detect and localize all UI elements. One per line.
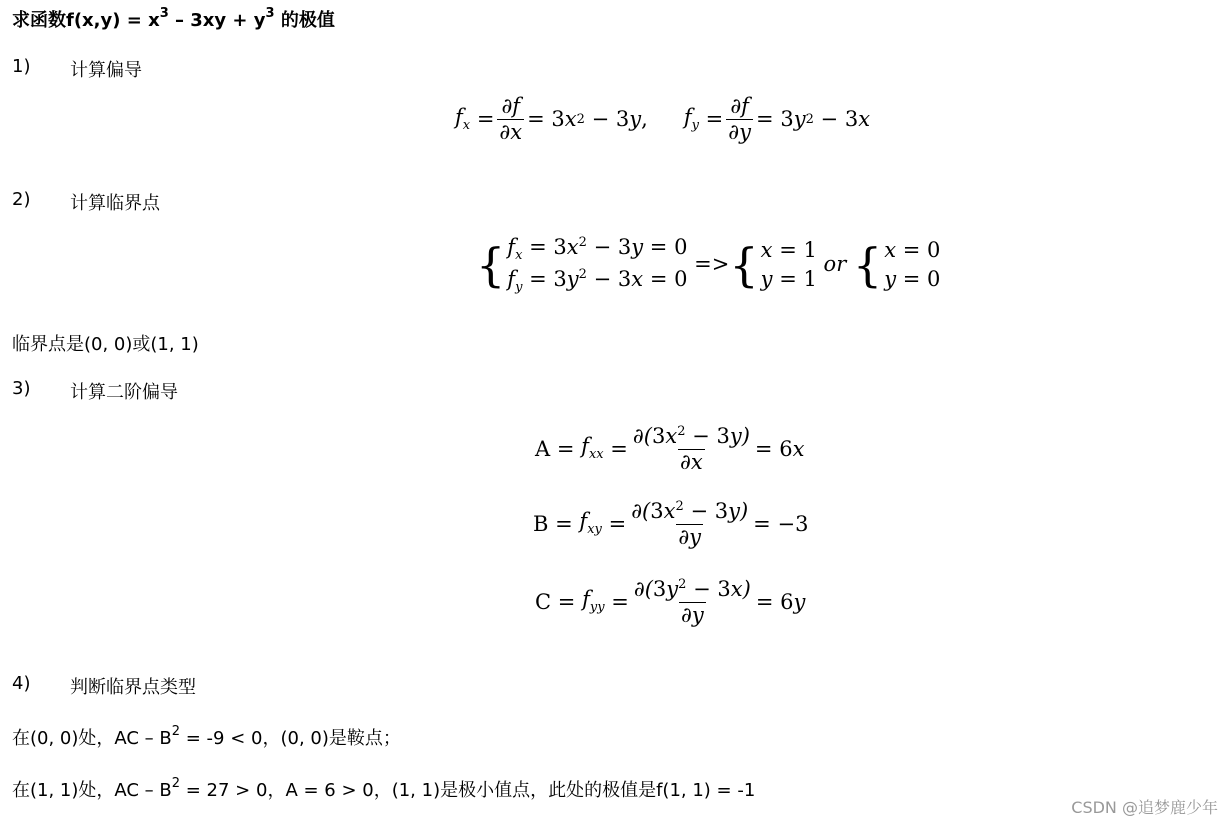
saddle-point-text — [12, 724, 401, 750]
formula-B: B = $f_{xy}$ = $\frac{\partial(3x^2 - 3y)}{\partial y}$ = −3 — [533, 499, 809, 549]
critical-points-text: 临界点是(0, 0)或(1, 1) — [12, 334, 199, 355]
step-4-number: 4) — [12, 673, 31, 694]
title-suffix: 的极值 — [274, 10, 335, 31]
saddle-exp: 2 — [171, 724, 181, 739]
saddle-prefix: 在(0, 0)处，AC – B — [12, 728, 172, 749]
watermark: CSDN @追梦鹿少年 — [1071, 798, 1218, 817]
step-1-label: 计算偏导 — [70, 60, 142, 81]
step-1-number: 1) — [12, 56, 31, 77]
step-3-number: 3) — [12, 378, 31, 399]
title-mid: – 3xy + y — [168, 10, 266, 31]
title-prefix: 求函数f(x,y) = x — [12, 10, 160, 31]
formula-partial-derivatives: $f_x$ = $\frac{\partial f}{\partial x}$ = 3 x 2 − 3 y , $f_y$ = $\frac{\partial f}{\partial y}$ = 3 y 2 − 3 x — [455, 94, 871, 144]
minimum-suffix: = 27 > 0，A = 6 > 0，(1, 1)是极小值点，此处的极值是f(1, 1) = -1 — [180, 780, 756, 801]
formula-A: A = $f_{xx}$ = $\frac{\partial(3x^2 - 3y)}{\partial x}$ = 6 x — [535, 424, 805, 474]
title-exp1: 3 — [159, 6, 169, 21]
step-3-label: 计算二阶偏导 — [70, 382, 178, 403]
title-exp2: 3 — [265, 6, 275, 21]
step-2-number: 2) — [12, 189, 31, 210]
minimum-point-text — [12, 776, 755, 802]
step-4-label: 判断临界点类型 — [70, 677, 196, 698]
minimum-exp: 2 — [171, 776, 181, 791]
formula-C: C = $f_{yy}$ = $\frac{\partial(3y^2 - 3x)}{\partial y}$ = 6 y — [535, 577, 806, 627]
formula-critical-system: { $f_x = 3x^2 - 3y = 0$ $f_y = 3y^2 - 3x = 0$ => { x = 1 y = 1 or { x = 0 y = 0 — [476, 235, 941, 295]
saddle-suffix: = -9 < 0，(0, 0)是鞍点； — [180, 728, 401, 749]
step-2-label: 计算临界点 — [70, 193, 160, 214]
minimum-prefix: 在(1, 1)处，AC – B — [12, 780, 172, 801]
page-title — [12, 6, 335, 32]
